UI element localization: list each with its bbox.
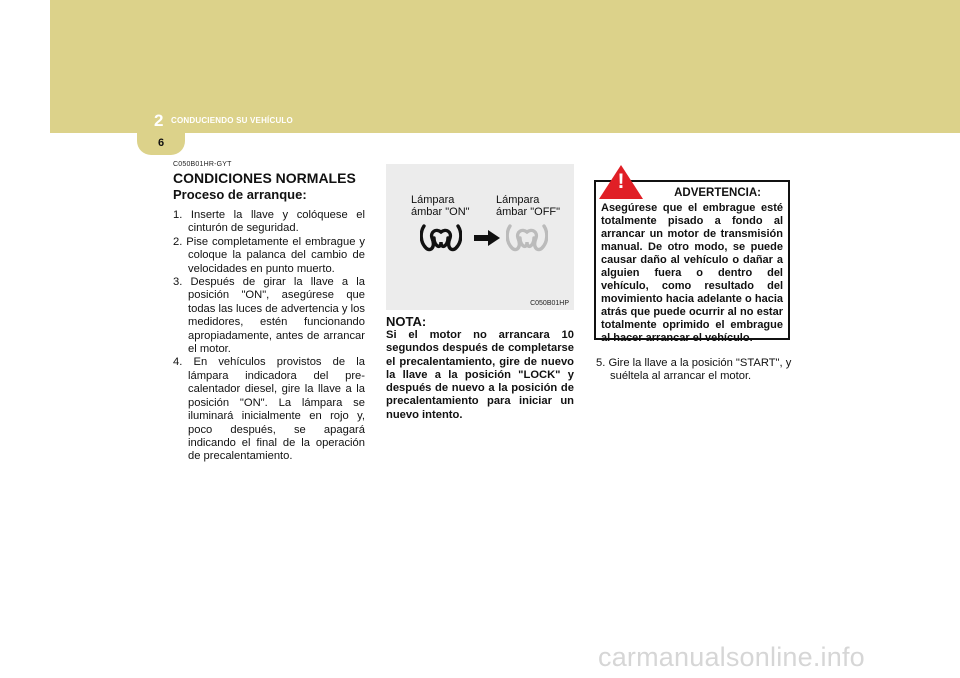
lamp-on-label-line2: ámbar "ON" <box>411 206 470 218</box>
lamp-off-label-line1: Lámpara <box>496 194 540 206</box>
lamp-on-label <box>411 194 470 218</box>
starting-procedure-section <box>173 161 365 464</box>
step-5: 5. Gire la llave a la posición "START", y suéltela al arrancar el motor. <box>596 357 792 383</box>
page-number: 6 <box>157 137 165 149</box>
note-section <box>386 314 574 422</box>
figure-code: C050B01HP <box>530 300 569 307</box>
glow-plug-off-icon <box>506 222 548 254</box>
list-item: 1. Inserte la llave y colóquese el cinturón de seguridad. <box>173 209 365 235</box>
lamp-on-label-line1: Lámpara <box>411 194 455 206</box>
header-band <box>50 0 960 133</box>
note-title: NOTA: <box>386 314 427 329</box>
section-title: CONDICIONES NORMALES <box>173 170 356 186</box>
section-code: C050B01HR-GYT <box>173 161 232 168</box>
lamp-off-label-line2: ámbar "OFF" <box>496 206 561 218</box>
list-item: 3. Después de girar la llave a la posición "ON", asegúrese que todas las luces de advertencia y los medidores, estén funcionando apropiadamente, antes de arrancar el motor. <box>173 276 365 356</box>
lamp-off-label <box>496 194 560 218</box>
chapter-number: 2 <box>154 111 164 130</box>
note-text: Si el motor no arrancara 10 segundos después de completarse el precalentamiento, gire de nuevo la llave a la posición "LOCK" y después de nuevo a la posición de precalentamiento para iniciar un nuevo intento. <box>386 329 574 421</box>
watermark: carmanualsonline.info <box>598 642 865 672</box>
list-item: 4. En vehículos provistos de la lámpara indicadora del pre-calentador diesel, gire la llave a la posición "ON". La lámpara se iluminará inicialmente en rojo y, poco después, se apagará indicando el final de la operación de precalentamiento. <box>173 356 365 463</box>
chapter-title: CONDUCIENDO SU VEHÍCULO <box>171 116 293 125</box>
warning-text: Asegúrese que el embrague esté totalmente pisado a fondo al arrancar un motor de transmisión manual. De otro modo, se puede causar daño al vehículo o dañar a alguien fuera o dentro del vehículo, como resultado del movimiento hacia adelante o hacia atrás que puede ocurrir al no estar totalmente oprimido el embrague al hacer arrancar el vehículo. <box>601 202 783 344</box>
warning-title: ADVERTENCIA: <box>674 187 761 199</box>
glow-lamp-figure <box>386 164 574 310</box>
warning-exclamation: ! <box>617 170 625 193</box>
glow-plug-on-icon <box>420 222 462 254</box>
list-item: 2. Pise completamente el embrague y coloque la palanca del cambio de velocidades en punto muerto. <box>173 235 365 275</box>
section-subtitle: Proceso de arranque: <box>173 187 307 202</box>
arrow-right-icon <box>474 230 500 246</box>
steps-list <box>173 209 365 464</box>
warning-box <box>594 180 790 344</box>
